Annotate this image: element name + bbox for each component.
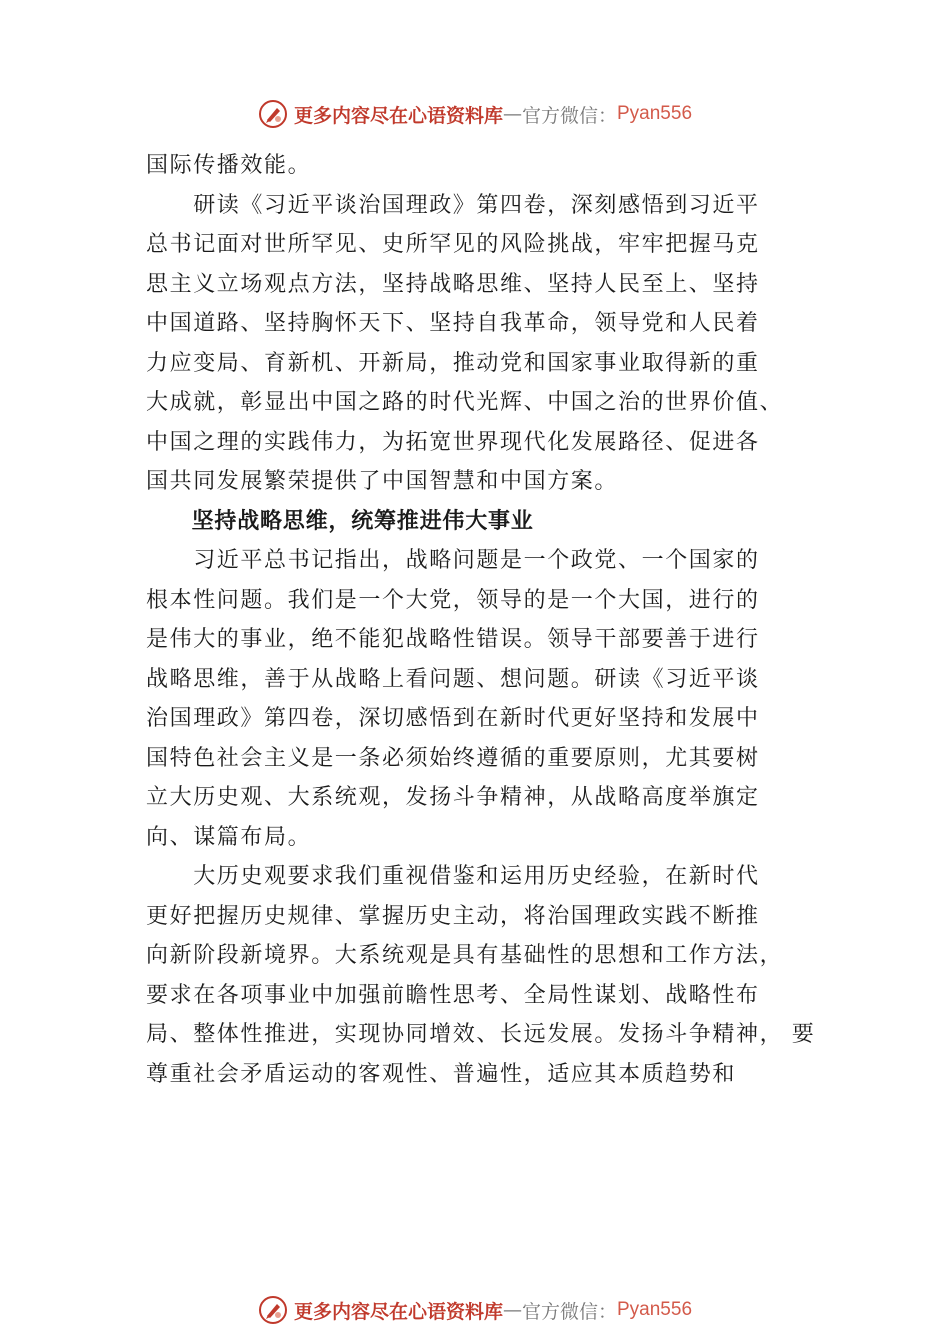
footer-separator: — [502, 1299, 522, 1321]
body-line: 力应变局、育新机、开新局，推动党和国家事业取得新的重 [146, 350, 760, 376]
header-separator: — [502, 103, 522, 125]
body-line: 尊重社会矛盾运动的客观性、普遍性，适应其本质趋势和 [146, 1061, 737, 1087]
body-line: 要求在各项事业中加强前瞻性思考、全局性谋划、战略性布 [146, 982, 760, 1008]
body-line: 是伟大的事业，绝不能犯战略性错误。领导干部要善于进行 [146, 627, 760, 652]
header-banner [0, 94, 950, 134]
footer-site-name: 更多内容尽在心语资料库 [293, 1300, 503, 1323]
footer-contact-label: 官方微信： [521, 1300, 617, 1323]
body-line: 中国道路、坚持胸怀天下、坚持自我革命，领导党和人民着 [146, 311, 760, 336]
body-line: 更好把握历史规律、掌握历史主动，将治国理政实践不断推 [146, 903, 760, 929]
pen-nib-logo-icon [258, 99, 288, 129]
body-line: 研读《习近平谈治国理政》第四卷，深刻感悟到习近平 [146, 192, 760, 218]
body-line: 习近平总书记指出，战略问题是一个政党、一个国家的 [146, 548, 760, 573]
body-line: 根本性问题。我们是一个大党，领导的是一个大国，进行的 [146, 587, 760, 613]
body-line: 治国理政》第四卷，深切感悟到在新时代更好坚持和发展中 [146, 706, 760, 731]
document-body [146, 146, 816, 1094]
body-line: 向新阶段新境界。大系统观是具有基础性的思想和工作方法， [146, 943, 784, 968]
header-contact-id: Pyan556 [617, 103, 693, 124]
footer-contact-id: Pyan556 [617, 1299, 693, 1320]
body-line: 局、整体性推进，实现协同增效、长远发展。发扬斗争精神， 要 [146, 1022, 816, 1047]
body-line: 向、谋篇布局。 [146, 824, 312, 850]
body-line: 大成就，彰显出中国之路的时代光辉、中国之治的世界价值、 [146, 390, 784, 415]
header-contact-label: 官方微信： [521, 104, 617, 127]
body-line: 总书记面对世所罕见、史所罕见的风险挑战，牢牢把握马克 [146, 232, 760, 257]
body-line: 国共同发展繁荣提供了中国智慧和中国方案。 [146, 469, 619, 494]
body-line: 国特色社会主义是一条必须始终遵循的重要原则，尤其要树 [146, 745, 760, 771]
body-line: 思主义立场观点方法，坚持战略思维、坚持人民至上、坚持 [146, 271, 760, 297]
body-line: 立大历史观、大系统观，发扬斗争精神，从战略高度举旗定 [146, 785, 760, 810]
section-heading: 坚持战略思维，统筹推进伟大事业 [146, 508, 534, 534]
body-line: 战略思维，善于从战略上看问题、想问题。研读《习近平谈 [146, 666, 760, 692]
body-line: 大历史观要求我们重视借鉴和运用历史经验，在新时代 [146, 864, 760, 889]
header-site-name: 更多内容尽在心语资料库 [293, 104, 503, 127]
body-line: 中国之理的实践伟力，为拓宽世界现代化发展路径、促进各 [146, 429, 760, 455]
body-line: 国际传播效能。 [146, 153, 312, 178]
footer-banner [0, 1290, 950, 1330]
pen-nib-logo-icon [258, 1295, 288, 1325]
